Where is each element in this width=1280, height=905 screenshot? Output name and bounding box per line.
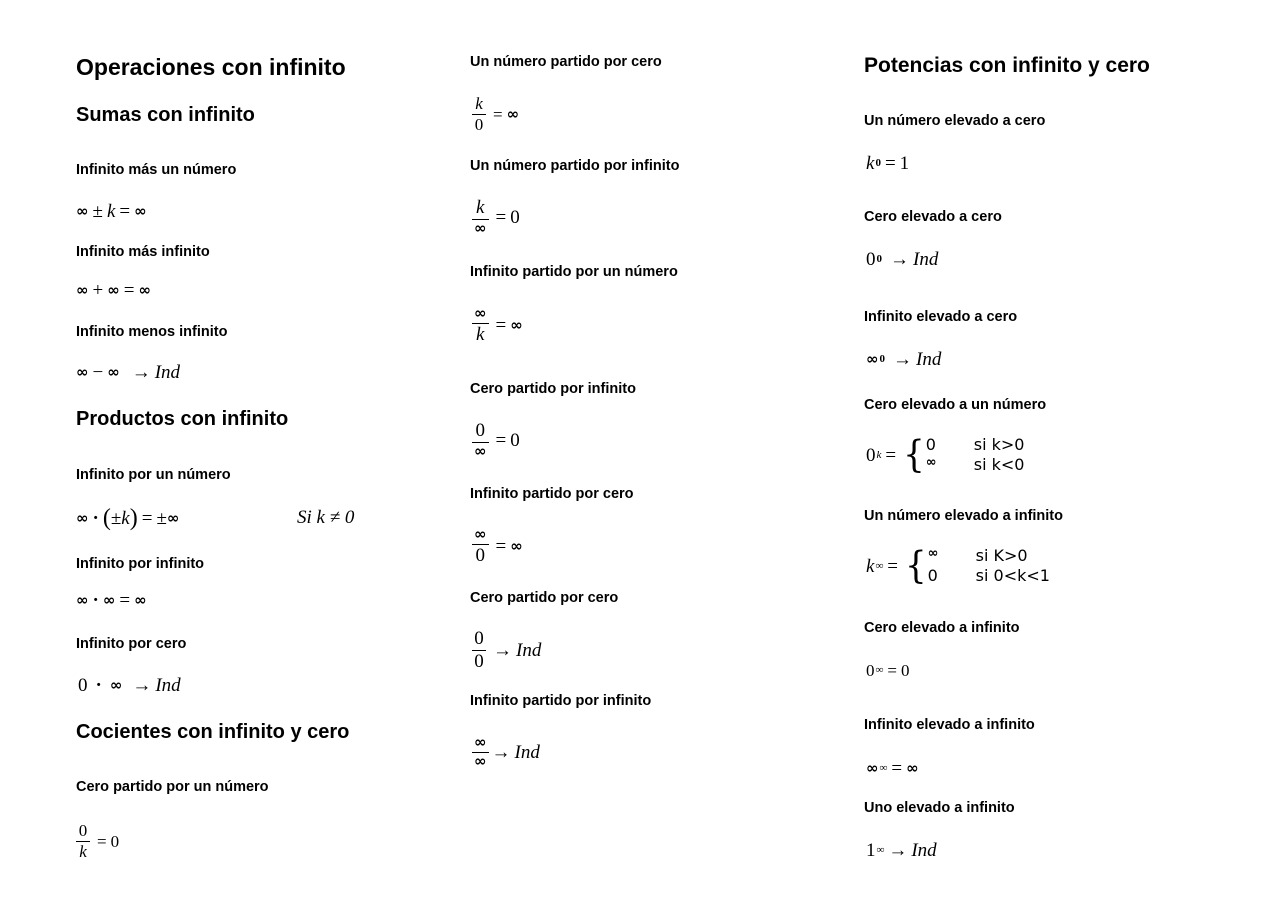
infinity-symbol: ∞ (506, 104, 520, 123)
equals-sign: = (97, 831, 107, 851)
equals-sign: = (495, 206, 507, 228)
case-row (928, 546, 1050, 566)
case-condition: si K>0 (975, 546, 1028, 565)
label-infinity-power-infinity: Infinito elevado a infinito (864, 717, 1035, 733)
zero-digit: 0 (866, 444, 876, 466)
fraction-denominator: k (79, 841, 87, 861)
label-zero-over-zero: Cero partido por cero (470, 590, 619, 606)
infinity-symbol: ∞ (102, 591, 116, 609)
arrow-symbol: → (893, 349, 912, 370)
equals-sign: = (891, 758, 903, 779)
formula-infinity-plus-infinity (76, 281, 151, 300)
label-zero-power-infinity: Cero elevado a infinito (864, 620, 1020, 636)
section-heading-products: Productos con infinito (76, 408, 289, 430)
label-one-power-infinity: Uno elevado a infinito (864, 800, 1015, 816)
fraction (472, 527, 489, 566)
equals-sign: = (885, 444, 897, 466)
dot-operator: · (92, 590, 99, 611)
exponent: k (876, 448, 882, 461)
infinity-symbol: ∞ (134, 591, 147, 609)
label-infinity-times-infinity: Infinito por infinito (76, 556, 205, 572)
exponent: 0 (879, 353, 885, 365)
infinity-symbol: ∞ (76, 591, 89, 609)
equals-sign: = (141, 507, 153, 529)
formula-infinity-power-infinity (866, 759, 919, 778)
exponent: ∞ (879, 762, 888, 774)
plus-sign: + (92, 280, 104, 301)
label-infinity-plus-number: Infinito más un número (76, 162, 237, 178)
label-infinity-over-infinity: Infinito partido por infinito (470, 693, 652, 709)
case-row (926, 435, 1025, 455)
formula-zero-over-zero (472, 629, 541, 672)
fraction-numerator: ∞ (474, 525, 487, 543)
zero-digit: 0 (900, 661, 910, 680)
indeterminate-text: Ind (913, 249, 939, 270)
infinity-symbol: ∞ (510, 315, 523, 334)
one-digit: 1 (899, 153, 910, 174)
fraction-denominator: 0 (474, 650, 484, 672)
piecewise-cases (926, 435, 1025, 475)
formula-infinity-times-number (76, 506, 179, 530)
fraction (472, 629, 486, 672)
case-condition: si 0<k<1 (975, 566, 1050, 585)
arrow-symbol: → (132, 675, 152, 696)
fraction-denominator: ∞ (474, 441, 487, 460)
zero-digit: 0 (510, 206, 520, 228)
formula-zero-power-infinity (866, 662, 909, 679)
section-heading-quotients: Cocientes con infinito y cero (76, 721, 350, 743)
formula-infinity-times-infinity (76, 591, 147, 610)
fraction (472, 198, 489, 237)
formula-zero-power-zero (866, 250, 938, 269)
left-brace: { (903, 433, 925, 477)
label-infinity-times-zero: Infinito por cero (76, 636, 187, 652)
formula-k-power-infinity (866, 546, 1050, 586)
minus-sign: − (92, 362, 104, 383)
label-zero-power-number: Cero elevado a un número (864, 397, 1047, 413)
section-heading-powers: Potencias con infinito y cero (864, 54, 1150, 77)
indeterminate-text: Ind (516, 639, 542, 661)
infinity-symbol: ∞ (134, 202, 147, 220)
equals-sign: = (123, 280, 135, 301)
formula-infinity-over-k (472, 306, 523, 345)
infinity-symbol: ∞ (107, 363, 120, 381)
equals-sign: = (495, 535, 507, 557)
fraction-numerator: 0 (475, 420, 485, 441)
infinity-symbol: ∞ (76, 363, 89, 381)
label-infinity-minus-infinity: Infinito menos infinito (76, 324, 228, 340)
formula-zero-over-k (76, 822, 119, 861)
formula-zero-times-infinity (78, 676, 181, 695)
right-paren: ) (129, 505, 138, 531)
formula-k-power-zero (866, 154, 909, 173)
exponent: ∞ (875, 559, 884, 572)
label-infinity-plus-infinity: Infinito más infinito (76, 244, 210, 260)
dot-operator: · (95, 675, 102, 696)
label-infinity-times-number: Infinito por un número (76, 467, 231, 483)
label-infinity-over-number: Infinito partido por un número (470, 264, 678, 280)
case-condition: si k<0 (973, 455, 1025, 474)
equals-sign: = (884, 153, 896, 174)
plus-minus-sign: ± (110, 507, 122, 529)
infinity-symbol: ∞ (76, 202, 89, 220)
fraction-numerator: k (476, 197, 485, 218)
arrow-symbol: → (491, 741, 511, 763)
zero-digit: 0 (510, 429, 520, 451)
page-title: Operaciones con infinito (76, 54, 346, 80)
fraction (76, 822, 90, 861)
fraction-numerator: ∞ (474, 733, 487, 751)
arrow-symbol: → (493, 639, 512, 661)
case-row (926, 455, 1025, 475)
fraction-numerator: ∞ (474, 304, 487, 322)
formula-k-over-infinity (472, 198, 520, 237)
exponent: ∞ (876, 844, 885, 856)
variable-k: k (121, 507, 130, 529)
formula-k-over-zero (472, 95, 519, 134)
label-infinity-power-zero: Infinito elevado a cero (864, 309, 1018, 325)
fraction (472, 95, 486, 134)
infinity-symbol: ∞ (866, 759, 879, 777)
arrow-symbol: → (890, 249, 909, 270)
label-number-power-zero: Un número elevado a cero (864, 113, 1046, 129)
formula-infinity-over-zero (472, 527, 523, 566)
exponent: ∞ (875, 664, 884, 676)
plus-minus-sign: ± (92, 201, 103, 222)
zero-digit: 0 (78, 675, 88, 696)
label-number-power-infinity: Un número elevado a infinito (864, 508, 1063, 524)
variable-k: k (866, 555, 875, 577)
indeterminate-text: Ind (154, 362, 181, 383)
label-infinity-over-zero: Infinito partido por cero (470, 486, 634, 502)
equals-sign: = (119, 201, 131, 222)
formula-infinity-over-infinity (472, 735, 540, 770)
label-zero-over-number: Cero partido por un número (76, 779, 269, 795)
fraction-denominator: 0 (475, 544, 485, 566)
formula-infinity-power-zero (866, 350, 941, 369)
fraction (472, 735, 489, 770)
variable-k: k (106, 201, 116, 222)
indeterminate-text: Ind (911, 840, 937, 861)
zero-digit: 0 (110, 831, 120, 851)
label-number-over-infinity: Un número partido por infinito (470, 158, 680, 174)
fraction (472, 421, 489, 460)
case-condition: si k>0 (973, 435, 1025, 454)
equals-sign: = (887, 661, 897, 680)
equals-sign: = (493, 104, 503, 124)
section-heading-sums: Sumas con infinito (76, 104, 255, 126)
dot-operator: · (92, 507, 99, 529)
indeterminate-text: Ind (514, 741, 540, 763)
formula-infinity-plus-number (76, 202, 147, 221)
piecewise-cases (928, 546, 1050, 586)
fraction-numerator: 0 (78, 821, 88, 840)
variable-k: k (866, 153, 875, 174)
exponent: 0 (875, 157, 881, 169)
infinity-symbol: ∞ (138, 281, 151, 299)
label-zero-over-infinity: Cero partido por infinito (470, 381, 636, 397)
fraction-numerator: 0 (474, 628, 484, 649)
case-row (928, 566, 1050, 586)
fraction-denominator: ∞ (474, 751, 487, 770)
infinity-symbol: ∞ (109, 676, 123, 694)
left-brace: { (905, 544, 927, 588)
infinity-symbol: ∞ (906, 759, 919, 777)
equals-sign: = (495, 429, 507, 451)
fraction-numerator: k (475, 94, 483, 113)
case-value: 0 (925, 435, 936, 454)
zero-digit: 0 (866, 249, 876, 270)
label-zero-power-zero: Cero elevado a cero (864, 209, 1002, 225)
formula-infinity-minus-infinity (76, 363, 180, 382)
label-number-over-zero: Un número partido por cero (470, 54, 662, 70)
infinity-symbol: ∞ (866, 350, 879, 368)
infinity-symbol: ∞ (510, 536, 523, 555)
formula-zero-over-infinity (472, 421, 520, 460)
plus-minus-sign: ± (156, 507, 167, 529)
indeterminate-text: Ind (155, 675, 181, 696)
indeterminate-text: Ind (916, 349, 942, 370)
formula-one-power-infinity (866, 841, 937, 860)
arrow-symbol: → (131, 362, 151, 383)
case-value: 0 (927, 566, 938, 585)
equals-sign: = (495, 314, 507, 336)
fraction-denominator: ∞ (474, 218, 487, 237)
condition-k-nonzero: Si k ≠ 0 (297, 507, 355, 528)
left-paren: ( (102, 505, 111, 531)
case-value: ∞ (927, 546, 939, 561)
arrow-symbol: → (888, 840, 908, 861)
zero-digit: 0 (866, 661, 875, 680)
one-digit: 1 (866, 840, 876, 861)
case-value: ∞ (925, 455, 937, 470)
fraction (472, 306, 489, 345)
exponent: 0 (876, 253, 882, 265)
equals-sign: = (887, 555, 898, 577)
infinity-symbol: ∞ (107, 281, 120, 299)
equals-sign: = (119, 590, 131, 611)
fraction-denominator: k (476, 323, 485, 345)
formula-zero-power-k (866, 435, 1024, 475)
infinity-symbol: ∞ (166, 508, 180, 527)
infinity-symbol: ∞ (76, 508, 89, 527)
fraction-denominator: 0 (474, 114, 484, 134)
infinity-symbol: ∞ (76, 281, 89, 299)
